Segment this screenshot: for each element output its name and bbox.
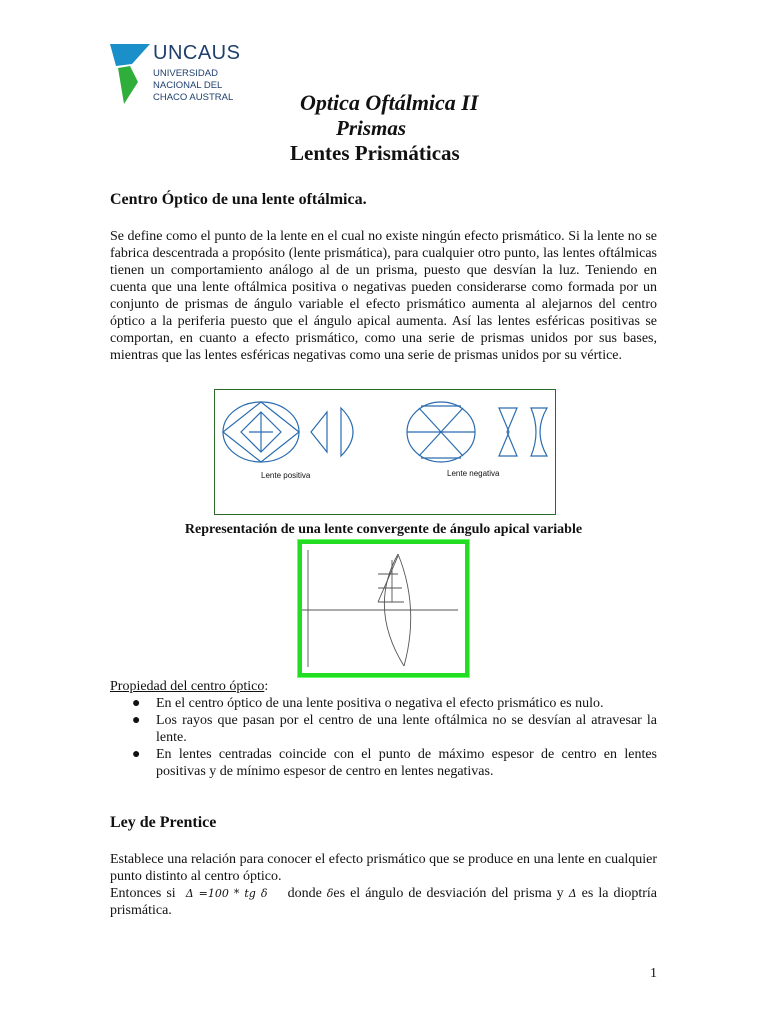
convergent-lens-diagram [302, 544, 465, 673]
prentice-formula: Δ =100 * tg δ [185, 887, 268, 900]
optical-center-paragraph: Se define como el punto de la lente en el cual no existe ningún efecto prismático. Si la lente no se fabrica descentrada a propósito (lente prismática), para cualquier otro punto, las lentes oftálmicas tienen un comportamiento análogo al de un prisma, puesto que desvían la luz. Teniendo en cuenta que una lente oftálmica positiva o negativas pueden considerarse como formada por un conjunto de prismas de ángulo variable el efecto prismático aumenta al alejarnos del centro óptico a la periferia puesto que el ángulo apical aumenta. Así las lentes esféricas positivas se comportan, en cuanto a efecto prismático, como una serie de prismas unidos por sus bases, mientras que las lentes esféricas negativas como una serie de prismas unidos por su vértice. [110, 229, 657, 363]
logo-title: UNCAUS [153, 42, 241, 64]
prentice-formula-paragraph [110, 885, 657, 919]
logo-subtitle-line: UNIVERSIDAD [153, 68, 218, 79]
lens-prism-diagram [215, 390, 555, 514]
uncaus-logo-mark [110, 42, 152, 108]
delta-lower-symbol: δ [326, 887, 334, 900]
delta-upper-symbol: Δ [568, 887, 577, 900]
prentice-paragraph: Establece una relación para conocer el efecto prismático que se produce en una lente en cualquier punto distinto al centro óptico. [110, 852, 657, 884]
logo-subtitle-line: CHACO AUSTRAL [153, 92, 234, 103]
formula-text-desviacion: es el ángulo de desviación del prisma y [333, 886, 564, 901]
list-item-text: En el centro óptico de una lente positiva o negativa el efecto prismático es nulo. [156, 696, 604, 711]
section-heading-optical-center: Centro Óptico de una lente oftálmica. [110, 191, 367, 208]
page-number: 1 [650, 966, 657, 981]
formula-prefix: Entonces si [110, 886, 176, 901]
properties-title-colon: : [264, 679, 269, 694]
optical-center-properties-title [110, 678, 268, 695]
lens-prism-figure [214, 389, 556, 515]
formula-text-end: dioptría prismática. [110, 886, 658, 918]
course-title: Optica Oftálmica II [300, 90, 479, 115]
convergent-lens-figure [298, 540, 469, 677]
formula-text-donde: donde [287, 886, 322, 901]
formula-text-es-la: es la [581, 886, 609, 901]
figure-caption: Representación de una lente convergente de ángulo apical variable [184, 522, 583, 537]
bullet-icon: ● [132, 713, 141, 728]
list-item-text: Los rayos que pasan por el centro de una lente oftálmica no se desvían al atravesar la lente. [156, 713, 657, 745]
list-item [110, 695, 657, 712]
list-item [110, 746, 657, 780]
section-heading-prentice: Ley de Prentice [110, 814, 217, 831]
logo-subtitle [153, 68, 243, 104]
label-negative-lens: Lente negativa [447, 469, 500, 478]
label-positive-lens: Lente positiva [261, 471, 311, 480]
logo-subtitle-line: NACIONAL DEL [153, 80, 223, 91]
bullet-icon: ● [132, 747, 141, 762]
list-item [110, 712, 657, 746]
unit-title: Prismas [336, 116, 407, 140]
bullet-icon: ● [132, 696, 141, 711]
list-item-text: En lentes centradas coincide con el punto de máximo espesor de centro en lentes positivas y de mínimo espesor de centro en lentes negativas. [156, 747, 657, 779]
topic-title: Lentes Prismáticas [290, 141, 460, 165]
properties-list [110, 695, 657, 780]
properties-title-text: Propiedad del centro óptico [110, 679, 265, 694]
